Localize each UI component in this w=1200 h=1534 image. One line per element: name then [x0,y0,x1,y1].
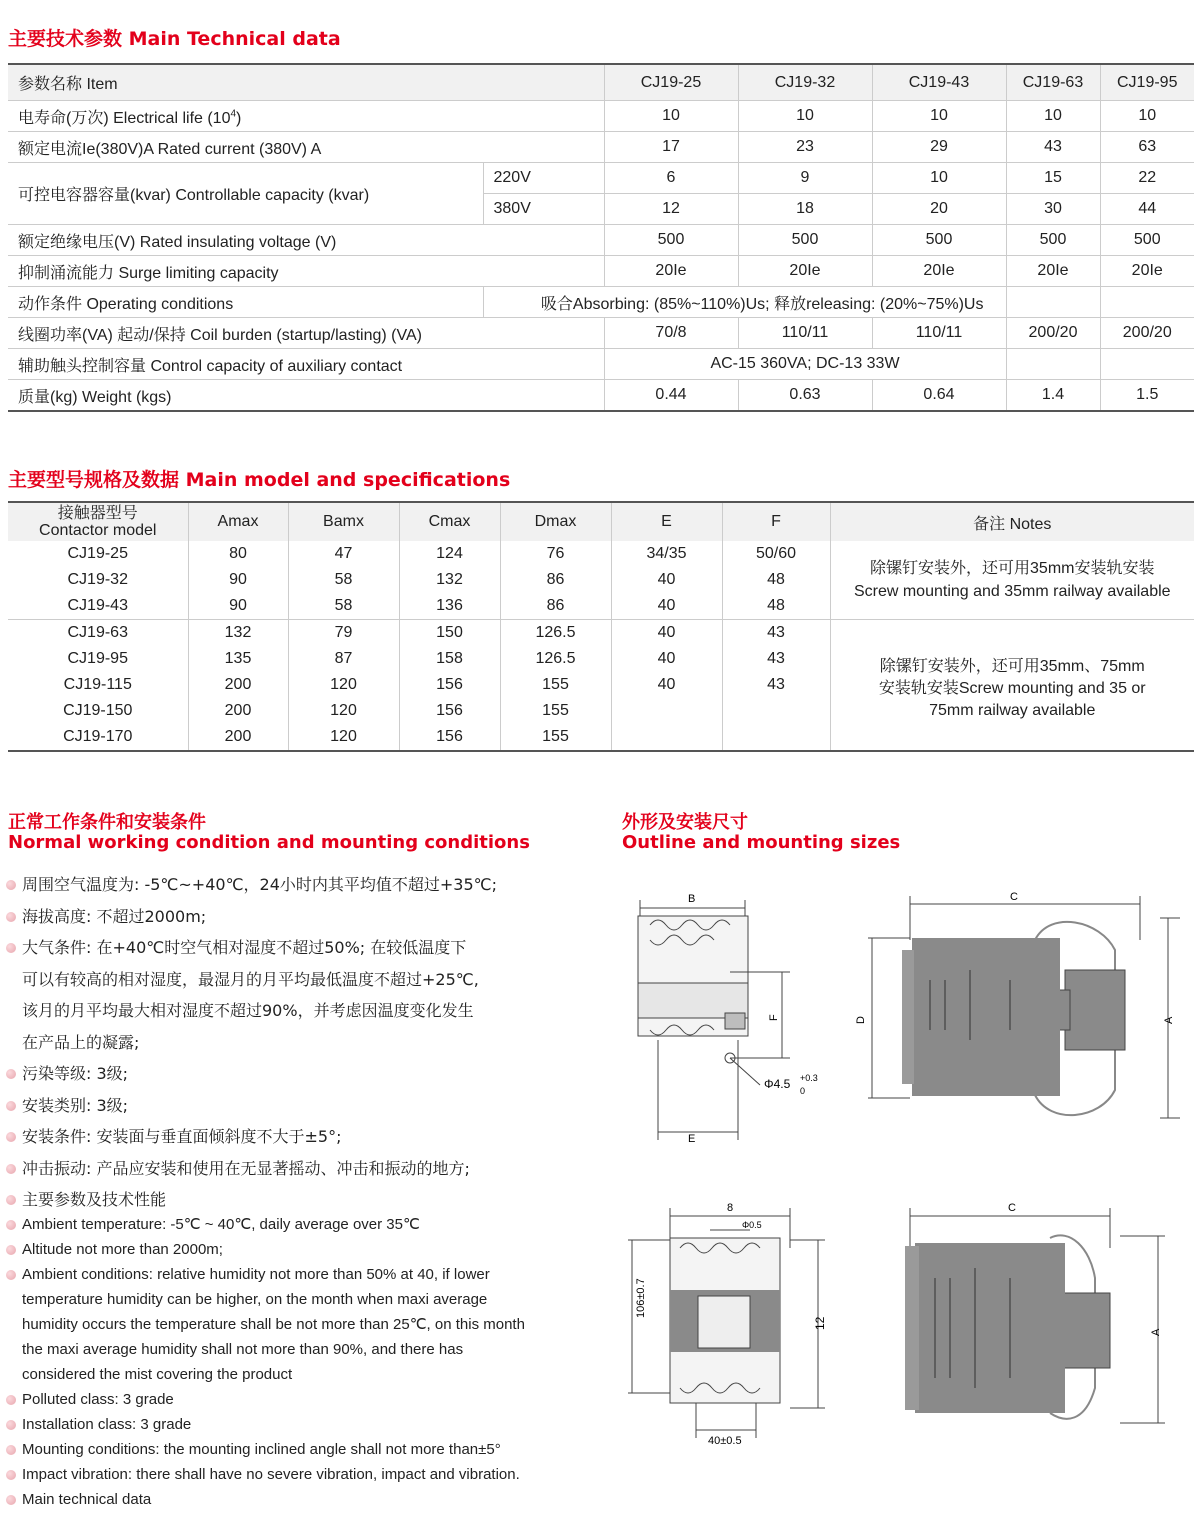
table-cell: 156 [399,672,500,698]
table-cell: 156 [399,698,500,724]
voltage-label: 380V [483,194,604,225]
table-row [8,620,1194,647]
table-cell: 40 [611,593,722,620]
terminal-block [698,1296,750,1348]
table-cell: 43 [1006,132,1100,163]
table-cell [722,724,830,751]
table-cell: CJ19-63 [67,624,128,641]
item-header: 参数名称 Item [8,65,604,101]
table-cell: 155 [500,672,611,698]
table-cell: 110/11 [738,318,872,349]
table-cell: 156 [399,724,500,751]
table-cell: CJ19-150 [63,702,133,719]
table-cell: 20Ie [1006,256,1100,287]
section-title-technical: 主要技术参数 Main Technical data [8,28,341,50]
dim-label-b: B [688,893,696,905]
row-label: 辅助触头控制容量 Control capacity of auxiliary contact [8,349,604,380]
notes-cell: 除镙钉安装外，还可用35mm、75mm 安装轨安装Screw mounting and 35 or 75mm railway available [830,620,1194,752]
table-cell: 47 [288,541,399,567]
list-item: temperature humidity can be higher, on the month when maxi average [22,1291,488,1308]
table-cell: CJ19-32 [67,571,128,588]
table-cell: 0.64 [872,380,1006,412]
table-row [8,256,1194,287]
table-row [8,287,1194,318]
hole-dim-label: Φ4.5 [764,1077,791,1091]
row-label: 质量(kg) Weight (kgs) [8,380,604,412]
hole-tolerance-up: +0.3 [800,1073,818,1083]
table-cell: 136 [399,593,500,620]
dmax-header: Dmax [500,503,611,541]
dim-label-f: F [768,1014,780,1021]
table-cell: 20 [872,194,1006,225]
list-item: 大气条件: 在+40℃时空气相对湿度不超过50%; 在较低温度下 [6,932,566,964]
list-item: 周围空气温度为: -5℃~+40℃，24小时内其平均值不超过+35℃; [6,869,566,901]
section-title-specifications: 主要型号规格及数据 Main model and specifications [8,469,511,491]
table-cell: CJ19-115 [63,676,132,693]
table-cell: 155 [500,724,611,751]
table-row [8,541,1194,567]
dim-label-8: 8 [727,1202,734,1214]
table-row [8,380,1194,412]
table-cell: 200/20 [1100,318,1194,349]
list-item: 在产品上的凝露; [22,1032,140,1052]
dim-label-phi05: Φ0.5 [742,1220,762,1230]
list-item: 主要参数及技术性能 [6,1184,566,1216]
table-row [8,225,1194,256]
table-cell: 124 [399,541,500,567]
table-header-row [8,65,1194,101]
table-cell: CJ19-95 [67,650,128,667]
table-cell: 86 [500,567,611,593]
table-row [8,132,1194,163]
f-header: F [722,503,830,541]
table-cell: 79 [288,620,399,647]
list-item: Impact vibration: there shall have no severe vibration, impact and vibration. [6,1462,586,1487]
table-cell: 120 [288,724,399,751]
row-label: 可控电容器容量(kvar) Controllable capacity (kvar) [8,163,483,225]
dim-label-e: E [688,1133,696,1145]
table-cell [1006,287,1100,318]
dim-label-d: D [855,1016,867,1024]
table-cell [1100,287,1194,318]
model-header: CJ19-43 [872,65,1006,101]
contactor-body [912,938,1060,1096]
technical-data-table [8,65,1194,412]
table-cell: 29 [872,132,1006,163]
hole-tolerance-down: 0 [800,1086,806,1096]
list-item: Mounting conditions: the mounting inclined angle shall not more than±5° [6,1437,586,1462]
table-cell: 50/60 [722,541,830,567]
table-cell: 40 [611,646,722,672]
table-cell: 500 [604,225,738,256]
table-cell: 158 [399,646,500,672]
conditions-list-cn [6,869,566,1216]
section-title-conditions-en: Normal working condition and mounting conditions [8,832,530,853]
table-cell: 10 [872,163,1006,194]
table-cell-merged: 吸合Absorbing: (85%~110%)Us; 释放releasing: (20%~75%)Us [483,287,1006,318]
table-cell: 87 [288,646,399,672]
table-cell: 120 [288,698,399,724]
table-cell: 20Ie [738,256,872,287]
table-cell: 58 [288,593,399,620]
dim-label-c: C [1008,1202,1016,1214]
table-cell: 200 [188,672,288,698]
rail-clip [902,950,914,1084]
list-item: Main technical data [6,1487,586,1512]
table-cell: 86 [500,593,611,620]
dim-label-12: 12 [813,1316,827,1330]
list-item: 污染等级: 3级; [6,1058,566,1090]
model-header: CJ19-95 [1100,65,1194,101]
e-header: E [611,503,722,541]
list-item: Ambient temperature: -5℃ ~ 40℃, daily average over 35℃ [6,1212,586,1237]
rail-clip [905,1246,919,1410]
dim-label-106: 106±0.7 [635,1278,647,1318]
list-item: 海拔高度: 不超过2000m; [6,901,566,933]
front-view-drawing [850,880,1180,1125]
table-cell: 500 [872,225,1006,256]
list-item: the maxi average humidity shall not more than 90%, and there has [22,1341,464,1358]
table-cell [611,698,722,724]
table-cell: 58 [288,567,399,593]
table-cell: 20Ie [604,256,738,287]
cmax-header: Cmax [399,503,500,541]
table-cell: 6 [604,163,738,194]
table-cell: 10 [1100,101,1194,132]
list-item: humidity occurs the temperature shall be not more than 25℃, on this month [22,1316,525,1333]
dim-label-40: 40±0.5 [708,1435,742,1447]
table-cell: 80 [188,541,288,567]
table-cell: 20Ie [872,256,1006,287]
table-cell: 150 [399,620,500,647]
side-view-large-drawing [610,1198,840,1448]
table-cell: CJ19-170 [63,728,133,745]
table-cell [722,698,830,724]
specifications-table [8,503,1194,752]
row-label: 额定电流Ie(380V)A Rated current (380V) A [8,132,604,163]
notes-header: 备注 Notes [830,503,1194,541]
table-cell: CJ19-43 [8,593,188,620]
list-item: 该月的月平均最大相对湿度不超过90%，并考虑因温度变化发生 [22,1001,474,1020]
table-cell: 135 [188,646,288,672]
table-cell: 120 [288,672,399,698]
table-cell: 110/11 [872,318,1006,349]
table-cell: 15 [1006,163,1100,194]
model-header: CJ19-32 [738,65,872,101]
table-cell: 18 [738,194,872,225]
table-cell: 34/35 [611,541,722,567]
list-item: 冲击振动: 产品应安装和使用在无显著摇动、冲击和振动的地方; [6,1153,566,1185]
list-item: Ambient conditions: relative humidity not more than 50% at 40, if lower [6,1262,586,1287]
row-label: 额定绝缘电压(V) Rated insulating voltage (V) [8,225,604,256]
table-cell: 0.44 [604,380,738,412]
table-cell: 70/8 [604,318,738,349]
table-cell-merged: AC-15 360VA; DC-13 33W [604,349,1006,380]
table-cell: 1.5 [1100,380,1194,412]
table-cell: 23 [738,132,872,163]
contactor-body [915,1243,1065,1413]
table-cell: 43 [722,620,830,647]
notes-cell: 除镙钉安装外，还可用35mm安装轨安装 Screw mounting and 35mm railway available [830,541,1194,620]
row-label: 电寿命(万次) Electrical life $(10^4)$ [8,101,604,132]
list-item: 安装条件: 安装面与垂直面倾斜度不大于±5°; [6,1121,566,1153]
table-cell: 43 [722,672,830,698]
table-cell: 500 [738,225,872,256]
amax-header: Amax [188,503,288,541]
table-cell: 76 [500,541,611,567]
table-cell: 200 [188,724,288,751]
table-cell: 22 [1100,163,1194,194]
table-cell: CJ19-25 [67,545,128,562]
list-item: considered the mist covering the product [22,1366,293,1383]
table-cell: 44 [1100,194,1194,225]
table-cell: 1.4 [1006,380,1100,412]
table-cell: 90 [188,593,288,620]
table-header-row [8,503,1194,541]
list-item: Polluted class: 3 grade [6,1387,586,1412]
table-cell: 155 [500,698,611,724]
table-cell: 10 [872,101,1006,132]
table-cell: 40 [611,567,722,593]
row-label: 线圈功率(VA) 起动/保持 Coil burden (startup/lasting) (VA) [8,318,604,349]
table-cell: 500 [1006,225,1100,256]
section-title-outline-en: Outline and mounting sizes [622,832,901,853]
table-cell: 40 [611,672,722,698]
table-row [8,163,1194,194]
table-cell: 20Ie [1100,256,1194,287]
model-header: CJ19-25 [604,65,738,101]
dim-label-a: A [1163,1016,1175,1024]
table-cell: 500 [1100,225,1194,256]
voltage-label: 220V [483,163,604,194]
table-cell: 132 [188,620,288,647]
list-item: 安装类别: 3级; [6,1090,566,1122]
dim-label-a: A [1150,1328,1162,1336]
side-view-drawing [630,880,818,1155]
table-cell: 126.5 [500,620,611,647]
table-cell: 63 [1100,132,1194,163]
table-row [8,318,1194,349]
table-cell: 90 [188,567,288,593]
table-cell: 9 [738,163,872,194]
table-cell [1100,349,1194,380]
table-cell: 48 [722,567,830,593]
table-cell: 30 [1006,194,1100,225]
front-view-large-drawing [890,1198,1180,1433]
list-item: Installation class: 3 grade [6,1412,586,1437]
list-item: 可以有较高的相对湿度，最湿月的月平均最低温度不超过+25℃, [22,969,479,989]
model-header: 接触器型号 Contactor model [8,503,188,541]
table-cell: 48 [722,593,830,620]
model-header: CJ19-63 [1006,65,1100,101]
table-cell: 132 [399,567,500,593]
table-cell [1006,349,1100,380]
table-cell: 200/20 [1006,318,1100,349]
table-row [8,349,1194,380]
row-label: 抑制涌流能力 Surge limiting capacity [8,256,604,287]
table-row [8,101,1194,132]
table-cell: 43 [722,646,830,672]
table-cell: 17 [604,132,738,163]
dim-label-c: C [1010,891,1018,903]
section-title-conditions-cn: 正常工作条件和安装条件 [8,812,206,833]
row-label: 动作条件 Operating conditions [8,287,483,318]
bamx-header: Bamx [288,503,399,541]
table-cell [611,724,722,751]
table-cell: 126.5 [500,646,611,672]
table-cell: 0.63 [738,380,872,412]
list-item: Altitude not more than 2000m; [6,1237,586,1262]
table-cell: 200 [188,698,288,724]
section-title-outline-cn: 外形及安装尺寸 [622,812,748,833]
table-cell: 10 [738,101,872,132]
table-cell: 10 [1006,101,1100,132]
table-cell: 10 [604,101,738,132]
conditions-list-en [6,1212,586,1512]
table-cell: 12 [604,194,738,225]
table-cell: 40 [611,620,722,647]
